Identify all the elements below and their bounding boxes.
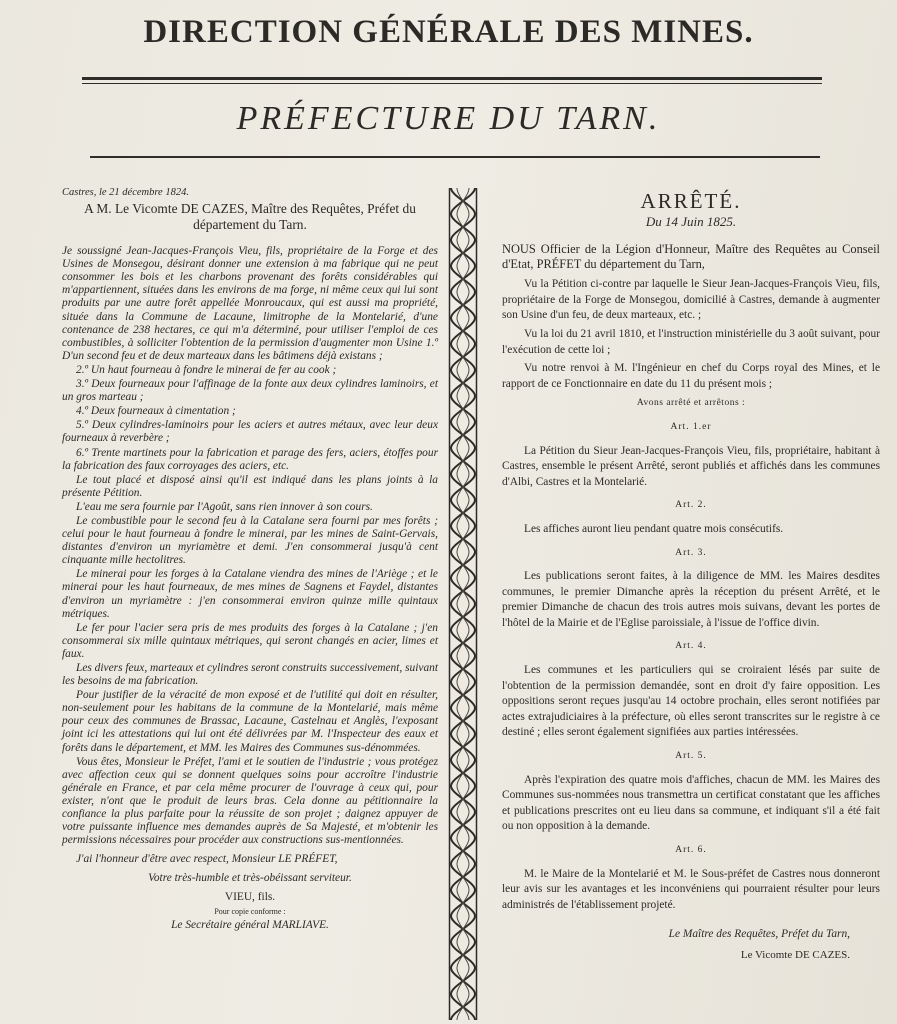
prefecture-title: PRÉFECTURE DU TARN. <box>236 100 661 137</box>
arrete-considerant: Vu la loi du 21 avril 1810, et l'instruction ministérielle du 3 août suivant, pour l'exécution de cette loi ; <box>502 327 880 356</box>
article-label: Art. 5. <box>675 751 707 762</box>
arrete-title: ARRÊTÉ. <box>640 189 742 213</box>
article-text: Les publications seront faites, à la diligence de MM. les Maires desdites communes, le premier Dimanche après la réception du présent Arrêté, et le premier Dimanche de chacun des trois autres mois suivans, devant les portes de l'hôtel de la Mairie et de l'Eglise paroissiale, à l'issue de l'office divin. <box>502 570 880 629</box>
prefect-signature: Le Vicomte DE CAZES. <box>740 948 850 961</box>
petition-paragraph: Vous êtes, Monsieur le Préfet, l'ami et le soutien de l'industrie ; vous protégez avec affection ceux qui se donnent quelques soins pour accroître l'industrie générale en France, et par cela même procurer de l'ouvrage à ceux qui, pour exister, n'ont que le produit de leurs bras. Cela donne au pétitionnaire la confiance la plus parfaite pour la réussite de son projet ; daignez appuyer de votre puissante influence mes demandes auprès de Sa Majesté, et m'obtenir les permissions nécessaires pour procéder aux constructions sus-mentionnées. <box>62 755 438 847</box>
article-text: M. le Maire de la Montelarié et M. le Sous-préfet de Castres nous donneront leur avis sur les avantages et les inconvéniens qui pourraient résulter pour leurs administrés de l'établissement projeté. <box>502 867 880 911</box>
arrete-column <box>502 188 880 1020</box>
petition-closing: J'ai l'honneur d'être avec respect, Monsieur LE PRÉFET, <box>76 853 338 866</box>
article-text: Après l'expiration des quatre mois d'affiches, chacun de MM. les Maires des Communes sus-nommées nous transmettra un certificat constatant que les affiches et publications prescrites ont eu lieu dans sa commune, et indiquant s'il a été fait ou non opposition à la demande. <box>502 773 880 833</box>
petition-servant-line: Votre très-humble et très-obéissant serviteur. <box>148 872 352 885</box>
petition-paragraph: Le minerai pour les forges à la Catalane viendra des mines de l'Ariège ; et le minerai pour les haut fourneaux, de mes mines de Sagnens et Faydel, distantes d'environ un myriamètre : j'en consommerai environ quinze mille quintaux métriques. <box>62 568 438 620</box>
petition-paragraph: 3.º Deux fourneaux pour l'affinage de la fonte aux deux cylindres laminoirs, et un gros marteau ; <box>62 378 438 404</box>
article-label: Art. 4. <box>675 641 707 652</box>
petition-addressee: A M. Le Vicomte DE CAZES, Maître des Requêtes, Préfet du département du Tarn. <box>84 201 416 233</box>
article-text: Les affiches auront lieu pendant quatre mois consécutifs. <box>524 522 784 535</box>
petition-paragraph: L'eau me sera fournie par l'Agoût, sans rien innover à son cours. <box>76 500 373 513</box>
arrete-decree-line: Avons arrêté et arrêtons : <box>636 398 746 409</box>
petition-column <box>62 186 438 1020</box>
arrete-considerant: Vu la Pétition ci-contre par laquelle le Sieur Jean-Jacques-François Vieu, fils, propriétaire de la Forge de Monsegou, domicilié à Castres, demande à augmenter son Usine d'un feu, de deux marteaux, etc. ; <box>502 278 880 322</box>
article-label: Art. 6. <box>675 845 707 855</box>
petition-paragraph: 6.º Trente martinets pour la fabrication et parage des fers, aciers, étoffes pour la fabrication des faux corroyages des aciers, etc. <box>62 446 438 472</box>
petition-paragraph: Je soussigné Jean-Jacques-François Vieu, fils, propriétaire de la Forge et des Usines de Monsegou, désirant donner une extension à ma fabrique qui ne peut consommer les bois et les charbons provenant des forêts considérables qui m'appartiennent, situées dans les environs de ma forge, ni même ceux qui lui sont produits par une autre forêt appellée Monroucaux, qui est aussi ma propriété, située dans la Commune de Lacaune, limitrophe de la Montelarié, d'une contenance de 238 hectares, ce qui m'a déterminé, pour utiliser l'emploi de ces combustibles, à solliciter l'obtention de la permission d'augmenter mon Usine 1.º D'un second feu et de deux marteaux dans les bâtimens déjà existans ; <box>62 245 438 362</box>
petition-paragraph: 4.º Deux fourneaux à cimentation ; <box>76 405 236 418</box>
petition-paragraph: Pour justifier de la véracité de mon exposé et de l'utilité qui doit en résulter, non-seulement pour les habitans de la commune de la Montelarié, mais même pour ceux des communes de Brassac, Lacaune, Castelnau et Anglès, l'exposant joint ici les attestations qui lui ont été délivrées par M. l'Inspecteur des eaux et forêts dans le département, et MM. les Maires des Communes sus-dénommées. <box>62 689 438 754</box>
article-text: Les communes et les particuliers qui se croiraient lésés par suite de l'obtention de la permission demandée, sont en droit d'y faire opposition. Les oppositions seront reçues jusqu'au 14 octobre prochain, elles seront notifiées par actes extrajudiciaires à la préfecture, où elles seront transcrites sur le registre à ce destiné ; elles seront également signifiées aux parties intéressées. <box>502 664 880 739</box>
article-label: Art. 2. <box>675 500 707 511</box>
header-rule-thin <box>82 83 822 84</box>
arrete-preamble: NOUS Officier de la Légion d'Honneur, Maître des Requêtes au Conseil d'Etat, PRÉFET du département du Tarn, <box>502 241 880 272</box>
article-label: Art. 3. <box>675 547 707 558</box>
subtitle-rule <box>90 156 820 158</box>
secretary-signature: Le Secrétaire général MARLIAVE. <box>171 918 329 931</box>
ornamental-divider <box>448 188 478 1020</box>
petition-paragraph: 2.º Un haut fourneau à fondre le minerai de fer au cook ; <box>76 363 337 376</box>
article-label: Art. 1.er <box>670 421 712 432</box>
petition-paragraph: Le fer pour l'acier sera pris de mes produits des forges à la Catalane ; j'en consommerai six mille quintaux métriques, qui seront changés en acier, limes et faux. <box>62 621 438 660</box>
prefect-title-line: Le Maître des Requêtes, Préfet du Tarn, <box>668 928 850 941</box>
petition-dateline: Castres, le 21 décembre 1824. <box>62 187 189 198</box>
petition-paragraph: Le combustible pour le second feu à la Catalane sera fourni par mes forêts ; celui pour le haut fourneau à fondre le minerai, par les mines de Saint-Gervais, distantes d'environ un myriamètre et demi. J'en consommerai jusqu'à cent cinquante mille hectolitres. <box>62 514 438 567</box>
article-text: La Pétition du Sieur Jean-Jacques-François Vieu, fils, propriétaire, habitant à Castres, ensemble le présent Arrêté, seront publiés et affichés dans les communes d'Albi, Castres et la Montelarié. <box>502 444 880 488</box>
petition-paragraph: Le tout placé et disposé ainsi qu'il est indiqué dans les plans joints à la présente Pétition. <box>62 473 438 499</box>
document-header-title: DIRECTION GÉNÉRALE DES MINES. <box>143 14 754 50</box>
copy-conforme-note: Pour copie conforme : <box>214 906 286 916</box>
petition-paragraph: Les divers feux, marteaux et cylindres seront construits successivement, suivant les besoins de ma fabrication. <box>62 662 438 688</box>
petition-signature: VIEU, fils. <box>224 890 276 903</box>
petition-paragraph: 5.º Deux cylindres-laminoirs pour les aciers et autres métaux, avec leur deux fourneaux à reverbère ; <box>62 419 438 445</box>
header-rule-thick <box>82 77 822 80</box>
arrete-considerant: Vu notre renvoi à M. l'Ingénieur en chef du Corps royal des Mines, et le rapport de ce Fonctionnaire en date du 11 du présent mois ; <box>502 362 880 390</box>
arrete-date: Du 14 Juin 1825. <box>645 214 737 229</box>
